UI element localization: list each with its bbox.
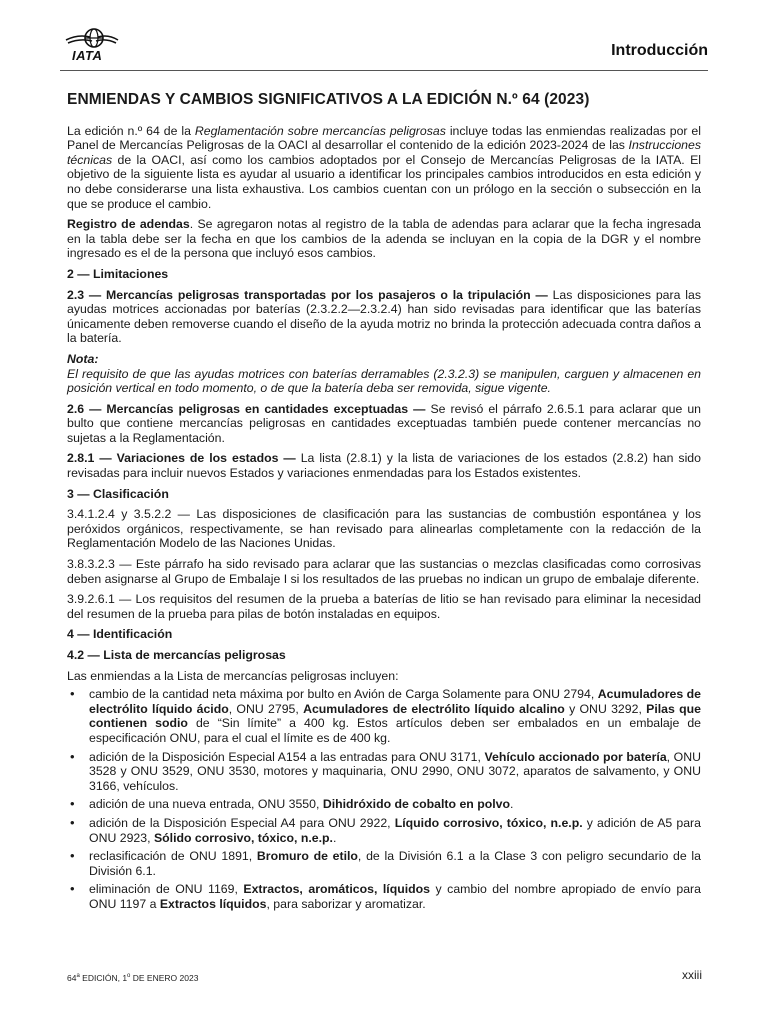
intro-text-4: Instrucciones técnicas: [67, 138, 701, 167]
intro-paragraph: [67, 124, 701, 212]
paragraph-3-8: 3.8.3.2.3 — Este párrafo ha sido revisado para aclarar que las sustancias o mezclas clasificadas como corrosivas deben asignarse al Grupo de Embalaje I si los resultados de las pruebas no indican un grupo de embalaje diferente.: [67, 557, 701, 586]
item-text: , para saborizar y aromatizar.: [266, 896, 426, 911]
intro-text-2: Reglamentación sobre mercancías peligrosas: [194, 123, 446, 138]
item-bold: Vehículo accionado por batería: [484, 749, 667, 764]
item-bold: Sólido corrosivo, tóxico, n.e.p.: [153, 830, 333, 845]
registro-text: . Se agregaron notas al registro de la tabla de adendas para aclarar que la fecha ingresada en la tabla debe ser la fecha en que los cambios de la adenda se incluyan en la copia de la DGR y el nombre ingresado es el de la persona que incluyó esos cambios.: [67, 217, 702, 261]
edition-number: 64: [67, 973, 77, 983]
paragraph-2-6: [67, 402, 701, 446]
intro-text-5: de la OACI, así como los cambios adoptados por el Consejo de Mercancías Peligrosas de la IATA. El objetivo de la siguiente lista es ayudar al usuario a identificar los principales cambios introducidos en esta edición y no debe considerarse una lista exhaustiva. Los cambios cuentan con un prólogo en la sección o subsección en la que se produce el cambio.: [67, 152, 701, 211]
item-text: y cambio del nombre apropiado de envío para ONU 1197 a: [89, 882, 701, 911]
list-item: [67, 816, 701, 845]
paragraph-3-4: 3.4.1.2.4 y 3.5.2.2 — Las disposiciones de clasificación para las sustancias de combustión espontánea y los peróxidos orgánicos, respectivamente, se han revisado para alinearlas completamente con la redacción de la Reglamentación Modelo de las Naciones Unidas.: [67, 507, 701, 551]
item-text: de “Sin límite” a 400 kg. Estos artículos deben ser embalados en un embalaje de especificación ONU, para el cual el límite es de 400 kg.: [89, 716, 702, 745]
item-text: adición de la Disposición Especial A4 para ONU 2922,: [89, 815, 395, 830]
item-text: reclasificación de ONU 1891,: [89, 849, 257, 864]
amendments-list: [67, 687, 701, 911]
note-text: El requisito de que las ayudas motrices con baterías derramables (2.3.2.3) se manipulen, carguen y almacenen en posición vertical en todo momento, o de que la batería deba ser removida, sigue vigente.: [67, 366, 701, 396]
section-title: Introducción: [611, 42, 708, 59]
list-intro: Las enmiendas a la Lista de mercancías peligrosas incluyen:: [67, 668, 399, 683]
logo-text: IATA: [72, 48, 103, 63]
page-number: xxiii: [682, 968, 702, 982]
date-superscript: o: [127, 973, 131, 980]
paragraph-2-3: [67, 288, 701, 346]
list-item: [67, 750, 701, 794]
registro-label: Registro de adendas: [67, 217, 190, 232]
item-text: adición de la Disposición Especial A154 a las entradas para ONU 3171,: [89, 749, 485, 764]
section-3-heading: 3 — Clasificación: [67, 486, 169, 501]
edition-text: EDICIÓN, 1: [79, 973, 128, 983]
section-2-heading: 2 — Limitaciones: [67, 266, 169, 281]
item-bold: Extractos, aromáticos, líquidos: [243, 882, 431, 897]
list-item: [67, 882, 701, 911]
section-4-2-heading: 4.2 — Lista de mercancías peligrosas: [67, 648, 286, 662]
page-content: [67, 93, 701, 916]
section-4-heading: 4 — Identificación: [67, 627, 173, 642]
paragraph-2-8-1-label: 2.8.1 — Variaciones de los estados —: [67, 451, 296, 466]
paragraph-2-3-label: 2.3 — Mercancías peligrosas transportadas por los pasajeros o la tripulación —: [67, 287, 548, 302]
item-text: cambio de la cantidad neta máxima por bulto en Avión de Carga Solamente para ONU 2794,: [89, 687, 598, 702]
item-bold: Líquido corrosivo, tóxico, n.e.p.: [394, 815, 583, 830]
paragraph-2-8-1: [67, 451, 701, 480]
edition-superscript: a: [76, 973, 80, 980]
list-item: [67, 797, 701, 812]
item-text: eliminación de ONU 1169,: [89, 882, 244, 897]
edition-footer: [67, 973, 198, 983]
item-text: adición de una nueva entrada, ONU 3550,: [89, 797, 323, 812]
item-bold: Extractos líquidos: [159, 896, 267, 911]
item-bold: Bromuro de etilo: [256, 849, 358, 864]
item-bold: Acumuladores de electrólito líquido ácido: [89, 687, 702, 716]
paragraph-2-8-1-text: La lista (2.8.1) y la lista de variaciones de los estados (2.8.2) han sido revisadas para incluir nuevos Estados y variaciones enmendadas para los Estados existentes.: [67, 451, 701, 481]
paragraph-2-6-label: 2.6 — Mercancías peligrosas en cantidades exceptuadas —: [67, 401, 426, 416]
note-label: Nota:: [67, 351, 99, 366]
item-bold: Acumuladores de electrólito líquido alcalino: [303, 701, 565, 716]
page-header: [60, 28, 708, 70]
paragraph-2-6-text: Se revisó el párrafo 2.6.5.1 para aclarar que un bulto que contiene mercancías peligrosas en cantidades exceptuadas también puede contener mercancías no sujetas a la Reglamentación.: [67, 401, 702, 445]
item-text: .: [332, 830, 337, 845]
item-bold: Pilas que contienen sodio: [89, 701, 701, 731]
list-item: [67, 687, 701, 745]
list-item: [67, 849, 701, 878]
registro-paragraph: [67, 217, 701, 261]
date-text: DE ENERO 2023: [130, 973, 199, 983]
item-text: , ONU 3528 y ONU 3529, ONU 3530, motores y maquinaria, ONU 2990, ONU 3072, aparatos de salvamento, y ONU 3166, vehículos.: [89, 749, 701, 793]
iata-logo: [64, 28, 120, 64]
item-text: , ONU 2795,: [228, 701, 304, 716]
item-text: , de la División 6.1 a la Clase 3 con peligro secundario de la División 6.1.: [89, 849, 702, 878]
item-text: y adición de A5 para ONU 2923,: [89, 815, 701, 845]
paragraph-3-9: 3.9.2.6.1 — Los requisitos del resumen de la prueba a baterías de litio se han revisado para eliminar la necesidad del resumen de la prueba para pilas de botón instaladas en equipos.: [67, 592, 701, 621]
header-divider: [60, 70, 708, 71]
globe-icon: [64, 28, 120, 50]
item-text: .: [510, 797, 514, 812]
item-text: y ONU 3292,: [564, 701, 647, 716]
paragraph-2-3-text: Las disposiciones para las ayudas motrices accionadas por baterías (2.3.2.2—2.3.2.4) han sido revisadas para identificar que las baterías únicamente deben removerse cuando el diseño de la ayuda motriz no brinda la protección adecuada contra daños a la batería.: [67, 287, 701, 346]
intro-text-1: La edición n.º 64 de la: [67, 123, 195, 138]
main-heading: ENMIENDAS Y CAMBIOS SIGNIFICATIVOS A LA EDICIÓN N.º 64 (2023): [67, 91, 590, 108]
item-bold: Dihidróxido de cobalto en polvo: [322, 797, 511, 812]
intro-text-3: incluye todas las enmiendas realizadas por el Panel de Mercancías Peligrosas de la OACI al desarrollar el contenido de la edición 2023-2024 de las: [67, 123, 701, 153]
